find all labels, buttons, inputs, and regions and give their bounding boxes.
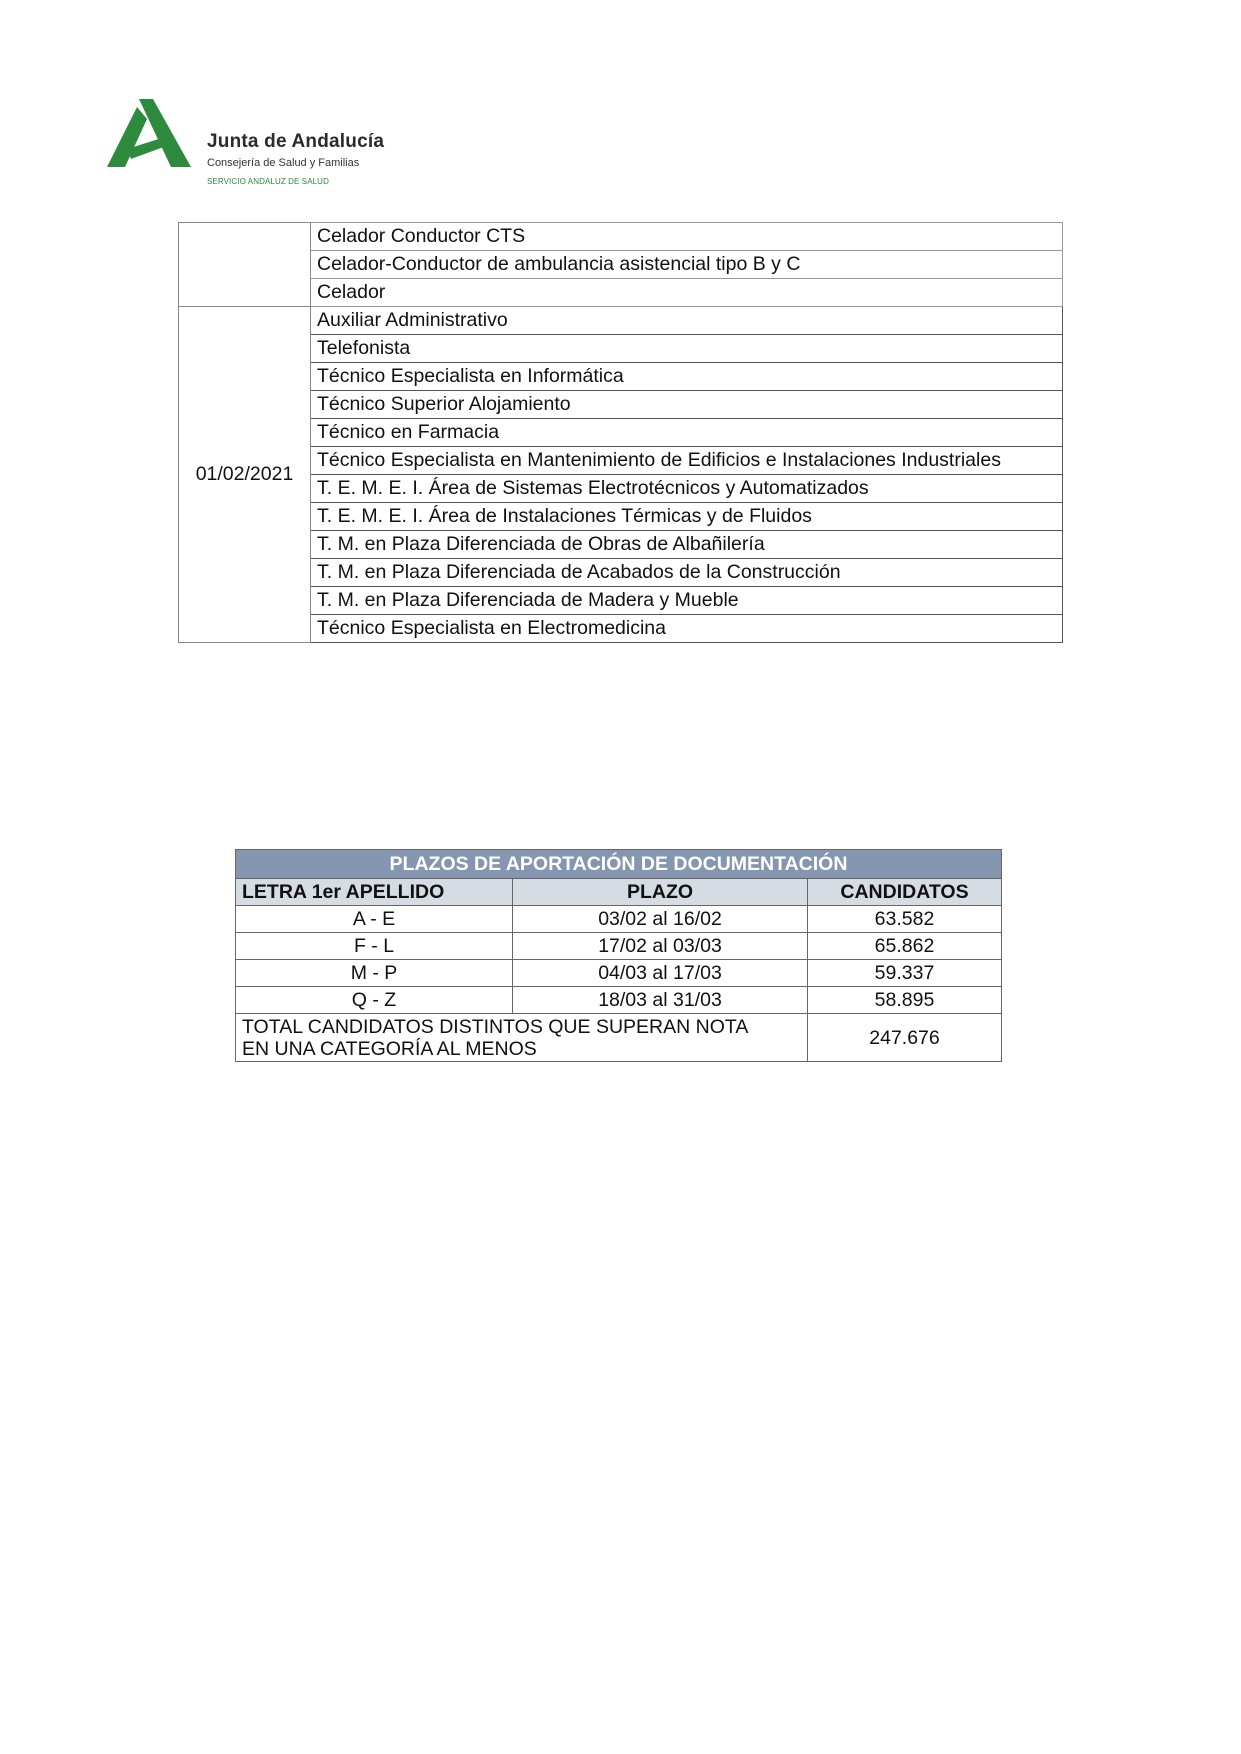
total-label-line2: EN UNA CATEGORÍA AL MENOS [242,1037,537,1060]
group-date-cell [179,223,311,307]
logo-subtitle: Consejería de Salud y Familias [207,157,360,169]
table-row [179,391,1063,419]
total-row [236,1014,1002,1062]
period-cell: 04/03 al 17/03 [513,960,808,987]
letters-cell: A - E [236,906,513,933]
junta-andalucia-logo [107,97,427,192]
table-row [236,987,1002,1014]
table-row [179,587,1063,615]
period-cell: 18/03 al 31/03 [513,987,808,1014]
table-row [179,475,1063,503]
group-date-cell: 01/02/2021 [179,307,311,643]
category-cell: Técnico Especialista en Mantenimiento de Edificios e Instalaciones Industriales [311,447,1063,475]
category-cell: Telefonista [311,335,1063,363]
table-row [179,251,1063,279]
category-cell: T. M. en Plaza Diferenciada de Acabados de la Construcción [311,559,1063,587]
table-title-row [236,850,1002,879]
category-cell: Celador-Conductor de ambulancia asistencial tipo B y C [311,251,1063,279]
table-row [179,307,1063,335]
total-label [236,1014,808,1062]
category-cell: T. M. en Plaza Diferenciada de Obras de Albañilería [311,531,1063,559]
candidates-cell: 63.582 [808,906,1002,933]
category-cell: Técnico Especialista en Informática [311,363,1063,391]
letters-cell: F - L [236,933,513,960]
total-value: 247.676 [808,1014,1002,1062]
category-cell: T. E. M. E. I. Área de Instalaciones Térmicas y de Fluidos [311,503,1063,531]
period-cell: 17/02 al 03/03 [513,933,808,960]
category-cell: T. M. en Plaza Diferenciada de Madera y Mueble [311,587,1063,615]
category-cell: T. E. M. E. I. Área de Sistemas Electrotécnicos y Automatizados [311,475,1063,503]
category-cell: Técnico en Farmacia [311,419,1063,447]
period-cell: 03/02 al 16/02 [513,906,808,933]
total-label-line1: TOTAL CANDIDATOS DISTINTOS QUE SUPERAN NOTA [242,1015,749,1038]
logo-title: Junta de Andalucía [207,131,385,152]
table-row [179,335,1063,363]
table-row [179,531,1063,559]
column-header-letters: LETRA 1er APELLIDO [236,879,513,906]
table-row [179,223,1063,251]
candidates-cell: 65.862 [808,933,1002,960]
table-row [236,906,1002,933]
table-row [179,615,1063,643]
column-header-candidates: CANDIDATOS [808,879,1002,906]
table-row [179,419,1063,447]
table-row [179,559,1063,587]
andalucia-a-icon [107,97,195,169]
category-cell: Celador [311,279,1063,307]
deadlines-table [235,849,1002,1062]
table-row [236,960,1002,987]
category-cell: Técnico Especialista en Electromedicina [311,615,1063,643]
category-cell: Técnico Superior Alojamiento [311,391,1063,419]
letters-cell: M - P [236,960,513,987]
table-row [179,447,1063,475]
category-cell: Auxiliar Administrativo [311,307,1063,335]
letters-cell: Q - Z [236,987,513,1014]
column-header-period: PLAZO [513,879,808,906]
table-row [236,933,1002,960]
table-title: PLAZOS DE APORTACIÓN DE DOCUMENTACIÓN [236,850,1002,879]
logo-service: SERVICIO ANDALUZ DE SALUD [207,177,329,186]
categories-table [178,222,1063,643]
table-header-row [236,879,1002,906]
candidates-cell: 59.337 [808,960,1002,987]
category-cell: Celador Conductor CTS [311,223,1063,251]
table-row [179,279,1063,307]
table-row [179,503,1063,531]
table-row [179,363,1063,391]
candidates-cell: 58.895 [808,987,1002,1014]
